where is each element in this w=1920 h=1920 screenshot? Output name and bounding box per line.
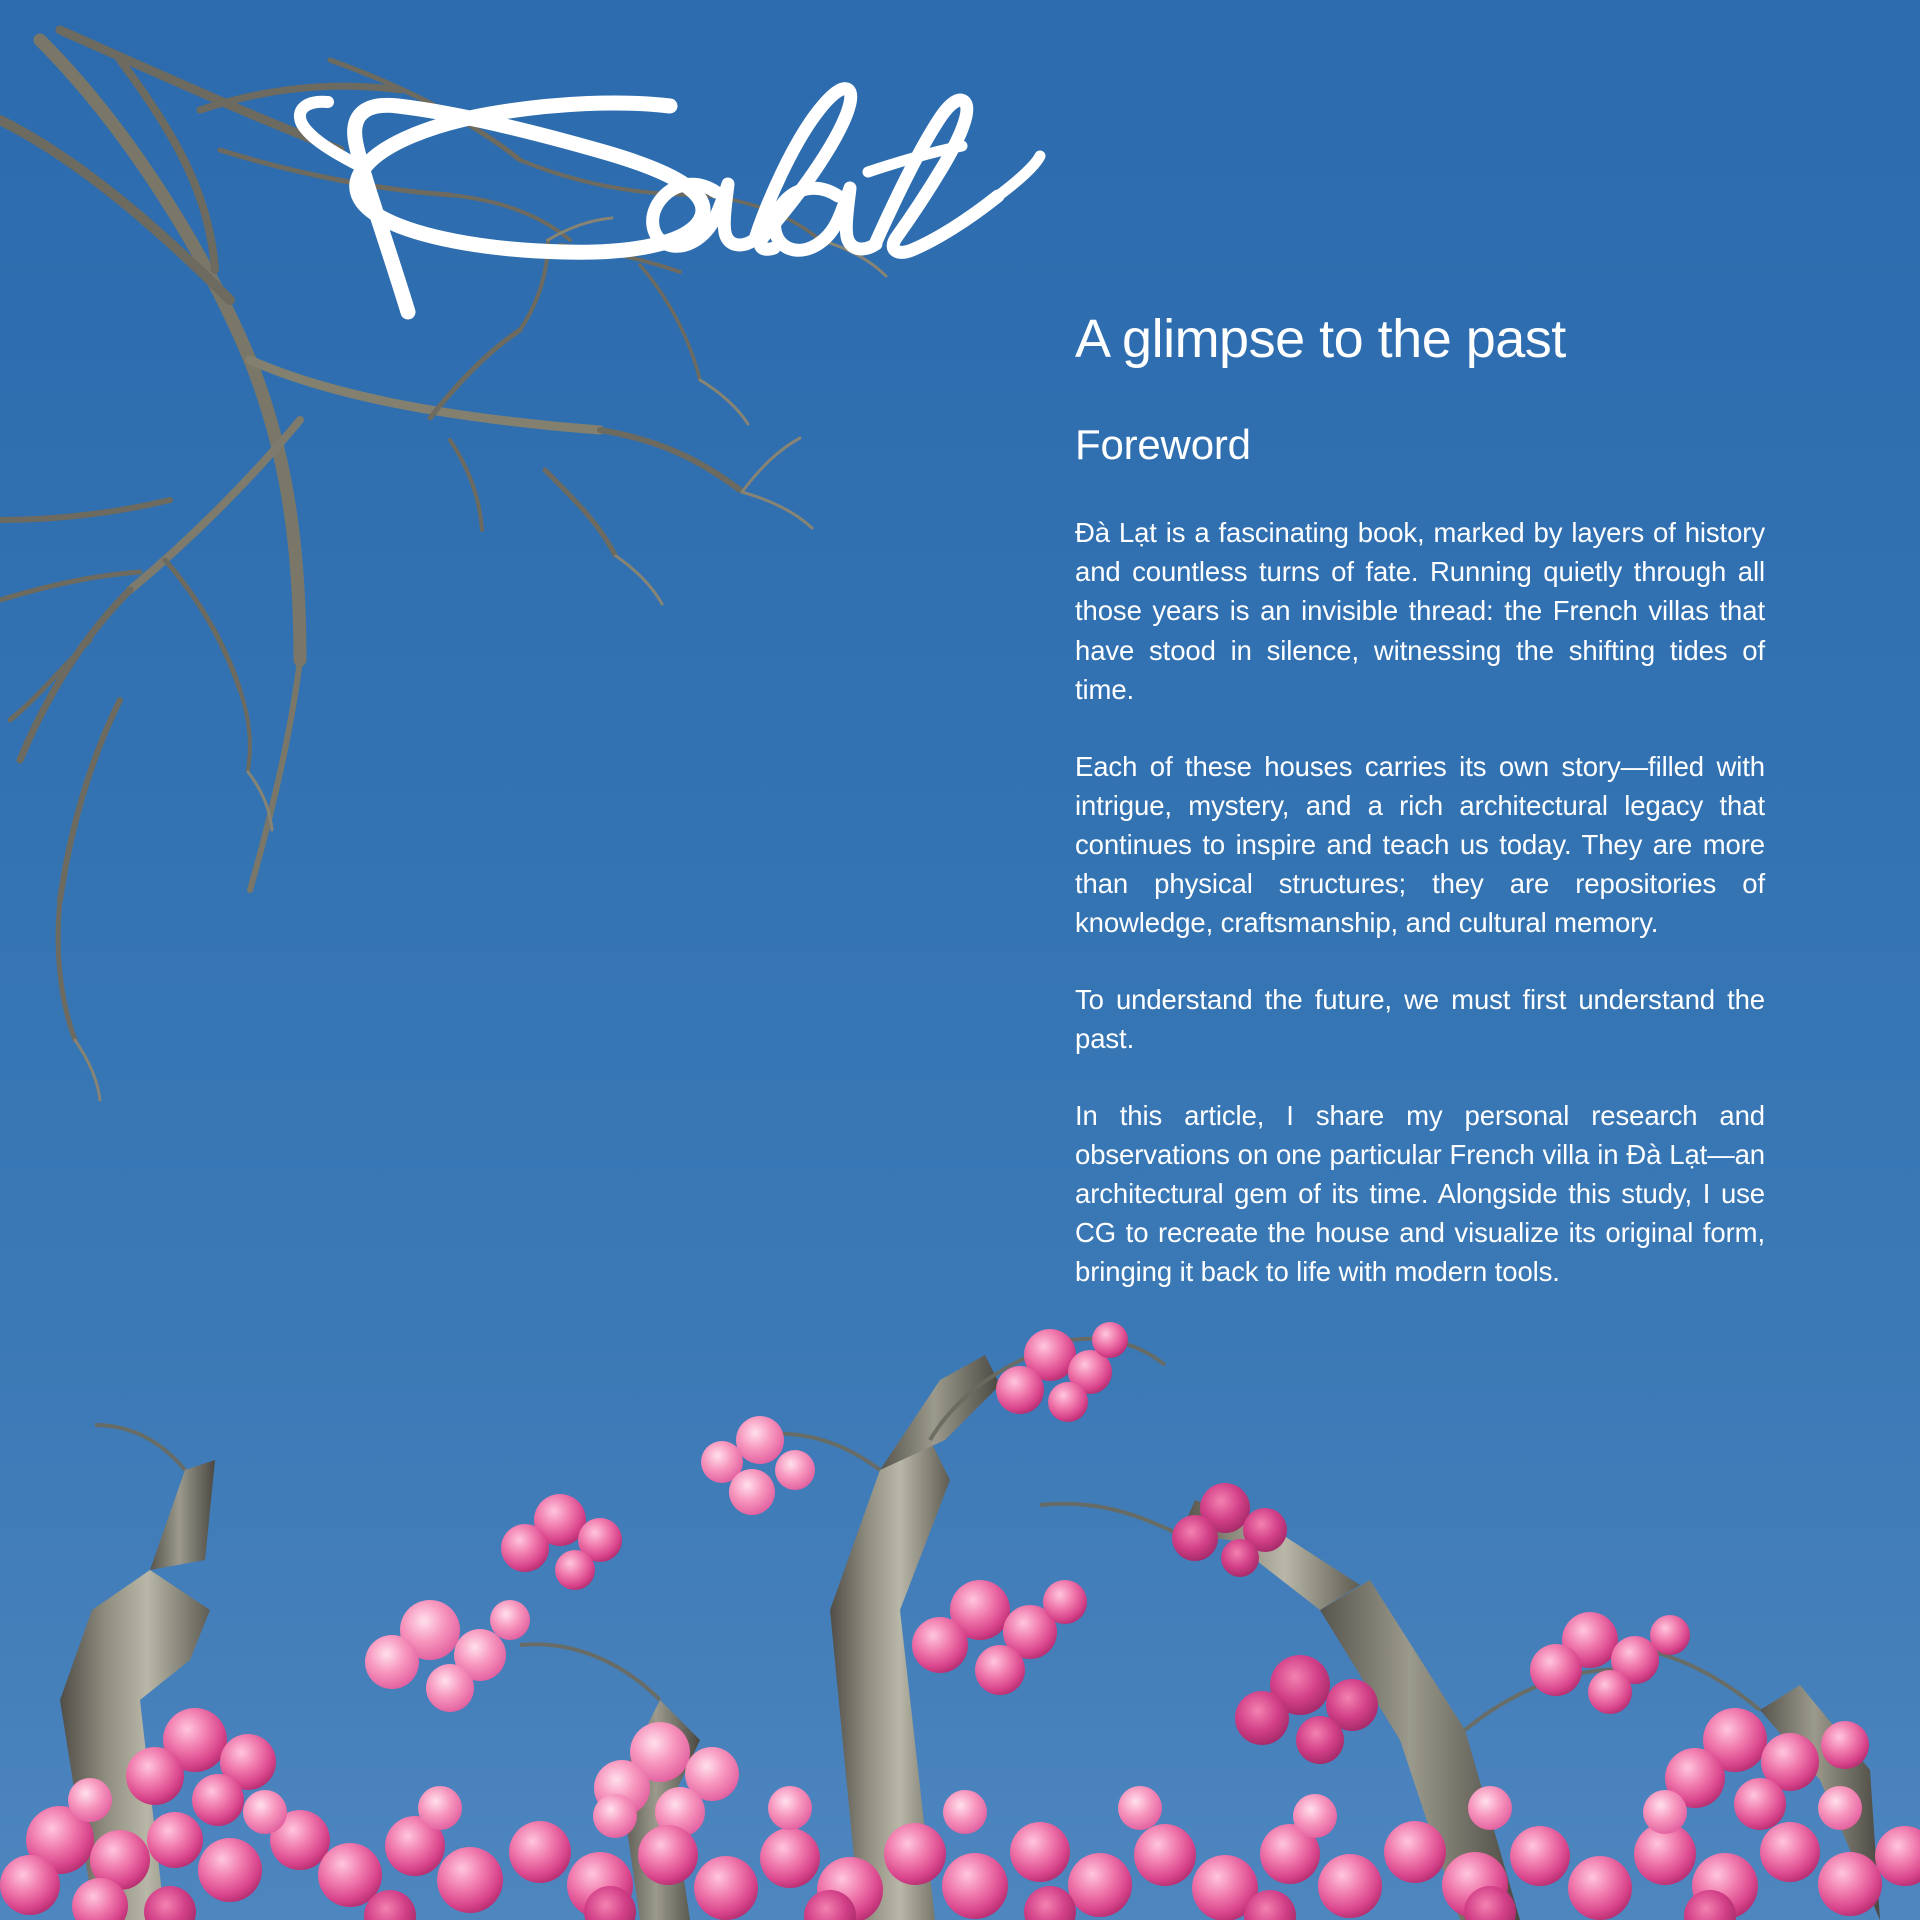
foreword-paragraph-1: Đà Lạt is a fascinating book, marked by layers of history and countless turns of fate. Running quietly through all those years is an invisible thread: the French villas that have stood in silence, witnessing the shifting tides of time. [1075, 517, 1765, 705]
page-title: A glimpse to the past [1075, 309, 1566, 369]
dalat-script-logo [150, 40, 1050, 340]
foreword-paragraph-3: To understand the future, we must first understand the past. [1075, 983, 1765, 1054]
foreword-paragraph-2: Each of these houses carries its own story—filled with intrigue, mystery, and a rich architectural legacy that continues to inspire and teach us today. They are more than physical structures; they are repositories of knowledge, craftsmanship, and cultural memory. [1075, 750, 1765, 938]
article-text-column [1075, 310, 1765, 1291]
section-heading: Foreword [1075, 421, 1251, 469]
foreword-paragraph-4: In this article, I share my personal research and observations on one particular French villa in Đà Lạt—an architectural gem of its time. Alongside this study, I use CG to recreate the house and visualize its original form, bringing it back to life with modern tools. [1075, 1099, 1765, 1288]
